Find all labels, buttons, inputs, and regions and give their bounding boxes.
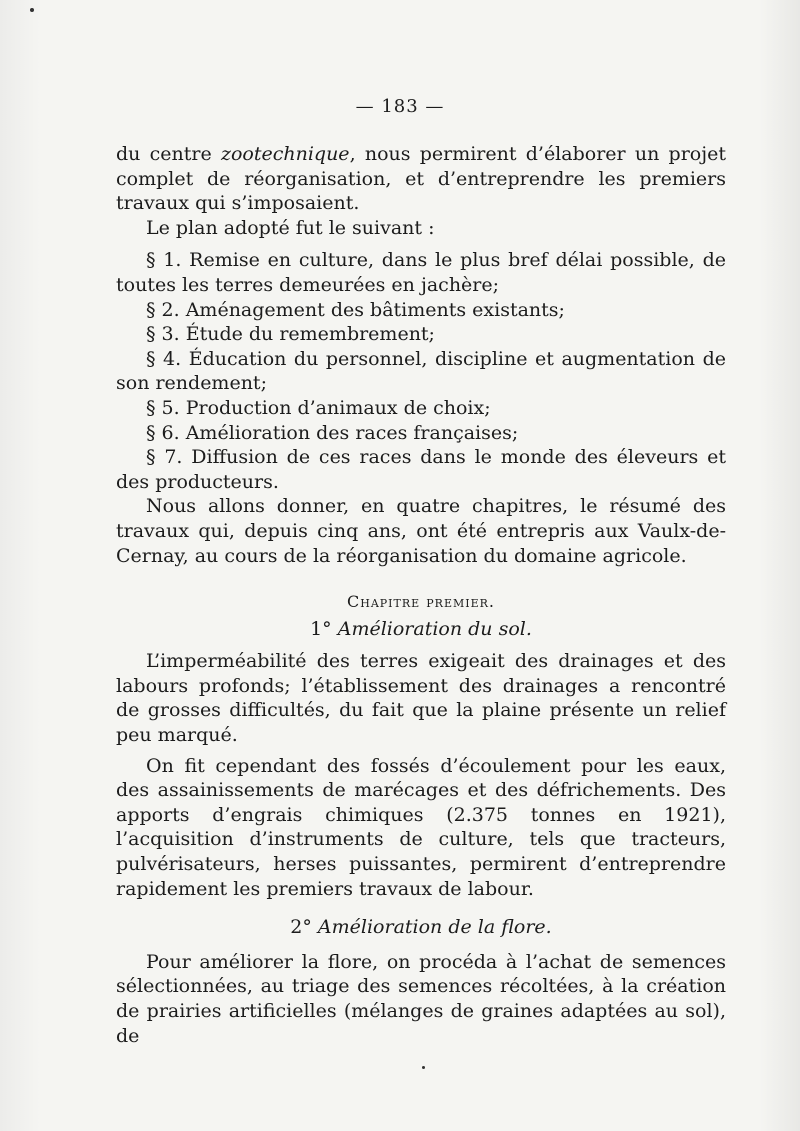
section-heading [116, 915, 726, 940]
paragraph: L’imperméabilité des terres exigeait des drainages et des labours profonds; l’établissement des drainages a rencontré de grosses difficultés, du fait que la plaine présente un relief peu marqué. [116, 650, 726, 747]
paragraph: Pour améliorer la flore, on procéda à l’achat de semences sélectionnées, au triage des semences récoltées, à la création de prairies artificielles (mélanges de graines adaptées au sol), de [116, 950, 726, 1047]
plan-item: § 3. Étude du remembrement; [146, 323, 435, 346]
plan-item: § 4. Éducation du personnel, discipline et augmentation de son rendement; [116, 347, 726, 395]
paragraph-plan-intro: Le plan adopté fut le suivant : [146, 216, 435, 239]
section-title: Amélioration du sol. [337, 617, 532, 640]
paragraph: On fit cependant des fossés d’écoulement pour les eaux, des assainissements de marécages et des défrichements. Des apports d’engrais chimiques (2.375 tonnes en 1921), l’acquisition d’instruments de culture, tels que tracteurs, pulvérisateurs, herses puissantes, permirent d’entreprendre rapidement les premiers travaux de labour. [116, 754, 726, 900]
page-number: — 183 — [355, 96, 445, 117]
print-speck [422, 1066, 425, 1069]
section-number: 1° [310, 617, 332, 640]
plan-item: § 6. Amélioration des races françaises; [146, 421, 519, 444]
section-heading [116, 617, 726, 642]
paragraph-part: du centre [116, 143, 221, 165]
section-number: 2° [290, 916, 312, 939]
plan-item: § 1. Remise en culture, dans le plus bref délai possible, de toutes les terres demeurées en jachère; [116, 249, 726, 296]
print-speck [30, 8, 34, 12]
plan-item: § 5. Production d’animaux de choix; [146, 396, 491, 419]
paragraph-part: , nous permirent d’élaborer un projet complet de réorganisation, et d’entreprendre les premiers travaux qui s’imposaient. [116, 143, 726, 215]
page-body [116, 142, 726, 1048]
paragraph-continuation [116, 142, 726, 216]
chapter-heading: Chapitre premier. [347, 592, 495, 612]
plan-item: § 2. Aménagement des bâtiments existants; [146, 298, 565, 321]
section-title: Amélioration de la flore. [317, 916, 552, 939]
paragraph-chapters-summary: Nous allons donner, en quatre chapitres, le résumé des travaux qui, depuis cinq ans, ont été entrepris aux Vaulx-de-Cernay, au cours de la réorganisation du domaine agricole. [116, 495, 726, 567]
italic-term: zootechnique [220, 143, 350, 165]
plan-item: § 7. Diffusion de ces races dans le monde des éleveurs et des producteurs. [116, 446, 726, 493]
